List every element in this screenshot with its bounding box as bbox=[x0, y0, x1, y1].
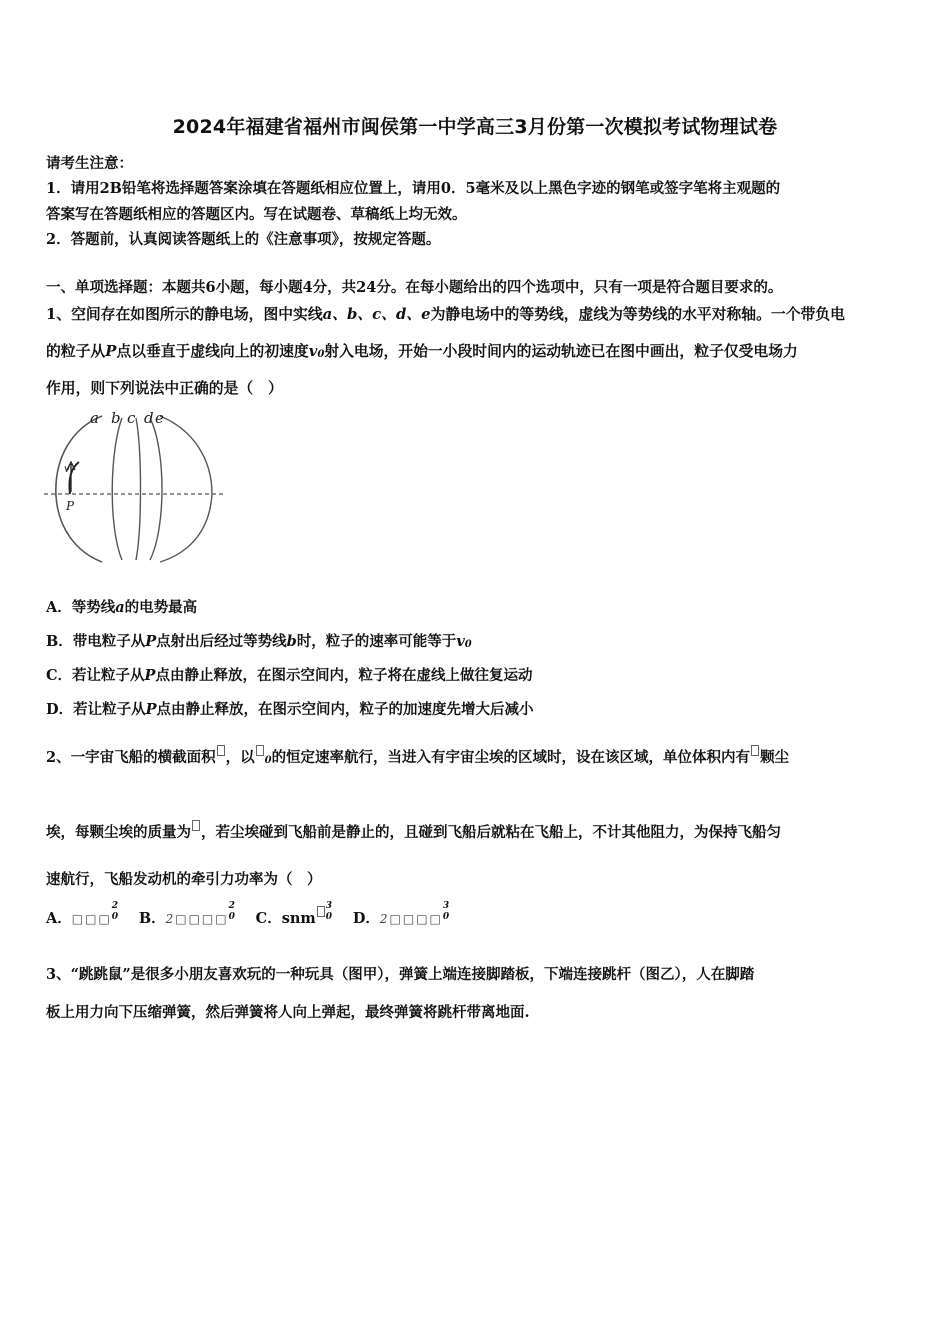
q2-line-1: 2、一宇宙飞船的横截面积 ，以 0的恒定速率航行，当进入有宇宙尘埃的区域时，设在该区域，单位体积内有 颗尘 bbox=[46, 745, 789, 767]
equipotential-line-a bbox=[56, 416, 102, 562]
label-e: e bbox=[155, 409, 164, 427]
equipotential-line-c bbox=[136, 418, 141, 560]
q2-options bbox=[46, 901, 465, 928]
q3-line-2: 板上用力向下压缩弹簧，然后弹簧将人向上弹起，最终弹簧将跳杆带离地面. bbox=[46, 1004, 530, 1021]
q2-option-c[interactable]: C．snm 3 0 bbox=[255, 901, 333, 927]
q2-option-b[interactable]: B．2□□□□ 2 0 bbox=[138, 901, 235, 927]
label-p: P bbox=[66, 499, 75, 513]
section-heading: 一、单项选择题：本题共6小题，每小题4分，共24分。在每小题给出的四个选项中，只有一项是符合题目要求的。 bbox=[46, 279, 783, 296]
notice-heading: 请考生注意： bbox=[46, 155, 133, 172]
label-c: c bbox=[127, 409, 136, 427]
label-d: d bbox=[144, 409, 154, 427]
equipotential-line-d bbox=[150, 418, 162, 560]
label-b: b bbox=[111, 409, 121, 427]
electric-field-figure bbox=[44, 406, 226, 568]
notice-item-1: 1．请用2B铅笔将选择题答案涂填在答题纸相应位置上，请用0．5毫米及以上黑色字迹的钢笔或签字笔将主观题的 bbox=[46, 180, 781, 197]
q2-line-2: 埃，每颗尘埃的质量为 ，若尘埃碰到飞船前是静止的，且碰到飞船后就粘在飞船上，不计其他阻力，为保持飞船匀 bbox=[46, 820, 781, 842]
q1-option-d[interactable]: D．若让粒子从P点由静止释放，在图示空间内，粒子的加速度先增大后减小 bbox=[46, 701, 534, 718]
q1-line-1: 1、空间存在如图所示的静电场，图中实线a、b、c、d、e为静电场中的等势线，虚线为等势线的水平对称轴。一个带负电 bbox=[46, 306, 845, 323]
q1-line-2: 的粒子从P点以垂直于虚线向上的初速度v0射入电场，开始一小段时间内的运动轨迹已在图中画出，粒子仅受电场力 bbox=[46, 343, 798, 360]
q1-option-c[interactable]: C．若让粒子从P点由静止释放，在图示空间内，粒子将在虚线上做往复运动 bbox=[46, 667, 533, 684]
label-v: v bbox=[64, 464, 70, 475]
equipotential-line-e bbox=[160, 416, 212, 562]
missing-symbol-icon bbox=[256, 745, 264, 756]
notice-item-2: 2．答题前，认真阅读答题纸上的《注意事项》，按规定答题。 bbox=[46, 231, 441, 248]
page-title: 2024年福建省福州市闽侯第一中学高三3月份第一次模拟考试物理试卷 bbox=[172, 116, 778, 138]
q3-line-1: 3、“跳跳鼠”是很多小朋友喜欢玩的一种玩具（图甲），弹簧上端连接脚踏板，下端连接跳杆（图乙），人在脚踏 bbox=[46, 966, 755, 983]
q2-option-a[interactable]: A．□□□ 2 0 bbox=[46, 901, 119, 927]
missing-symbol-icon bbox=[751, 745, 759, 756]
q1-line-3: 作用，则下列说法中正确的是（ ） bbox=[46, 380, 283, 397]
q2-line-3: 速航行，飞船发动机的牵引力功率为（ ） bbox=[46, 871, 322, 888]
label-a: a bbox=[90, 409, 99, 427]
notice-item-1-cont: 答案写在答题纸相应的答题区内。写在试题卷、草稿纸上均无效。 bbox=[46, 206, 467, 223]
q1-option-a[interactable]: A．等势线a的电势最高 bbox=[46, 599, 198, 616]
field-boundary-arc-left bbox=[56, 416, 102, 562]
q2-option-d[interactable]: D．2□□□□ 3 0 bbox=[352, 901, 450, 927]
missing-symbol-icon bbox=[317, 906, 325, 917]
missing-symbol-icon bbox=[217, 745, 225, 756]
q1-option-b[interactable]: B．带电粒子从P点射出后经过等势线b时，粒子的速率可能等于v0 bbox=[46, 633, 472, 650]
missing-symbol-icon bbox=[192, 820, 200, 831]
equipotential-line-b bbox=[112, 418, 122, 560]
